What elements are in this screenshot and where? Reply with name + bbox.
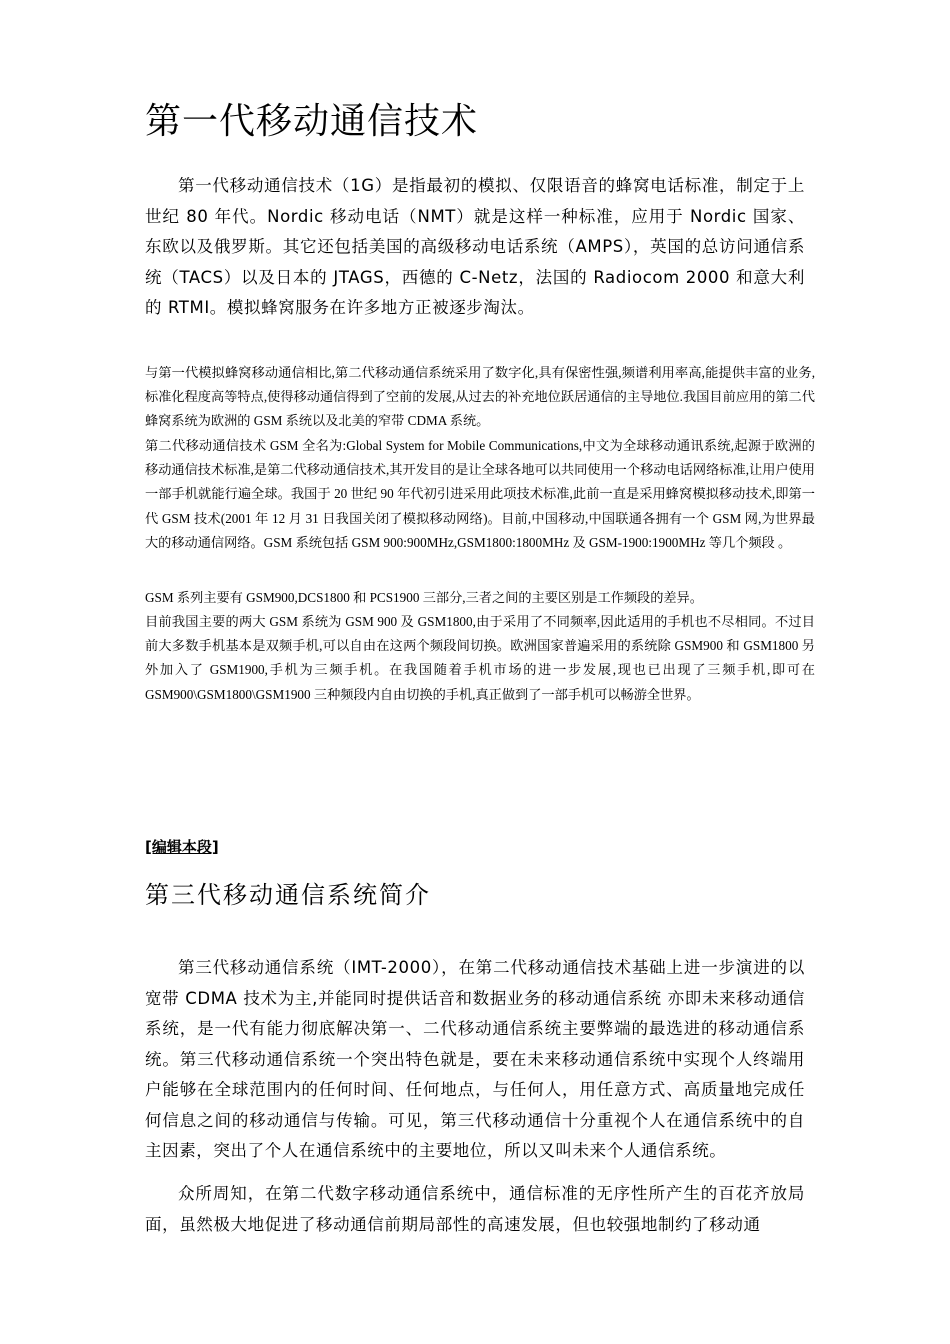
paragraph-2g-gsm: 第二代移动通信技术 GSM 全名为:Global System for Mobile Communications,中文为全球移动通讯系统,起源于欧洲的移动通信技术标准,是第二代移动通信技术,其开发目的是让全球各地可以共同使用一个移动电话网络标准,让用户使用一部手机就能行遍全球。我国于 20 世纪 90 年代初引进采用此项技术标准,此前一直是采用蜂窝模拟移动技术,即第一代 GSM 技术(2001 年 12 月 31 日我国关闭了模拟移动网络)。目前,中国移动,中国联通各拥有一个 GSM 网,为世界最大的移动通信网络。GSM 系统包括 GSM 900:900MHz,GSM1800:1800MHz 及 GSM-1900:1900MHz 等几个频段 。 bbox=[145, 438, 815, 550]
paragraph-2g-dualband: 目前我国主要的两大 GSM 系统为 GSM 900 及 GSM1800,由于采用了不同频率,因此适用的手机也不尽相同。不过目前大多数手机基本是双频手机,可以自由在这两个频段间切换。欧洲国家普遍采用的系统除 GSM900 和 GSM1800 另外加入了 GSM1900,手机为三频手机。在我国随着手机市场的进一步发展,现也已出现了三频手机,即可在 GSM900\GSM1800\GSM1900 三种频段内自由切换的手机,真正做到了一部手机可以畅游全世界。 bbox=[145, 614, 815, 702]
paragraph-3g-intro: 第三代移动通信系统（IMT-2000），在第二代移动通信技术基础上进一步演进的以宽带 CDMA 技术为主,并能同时提供话音和数据业务的移动通信系统 亦即未来移动通信系统，是一代有能力彻底解决第一、二代移动通信系统主要弊端的最选进的移动通信系统。第三代移动通信系统一个突出特色就是，要在未来移动通信系统中实现个人终端用户能够在全球范围内的任何时间、任何地点，与任何人，用任意方式、高质量地完成任何信息之间的移动通信与传输。可见，第三代移动通信十分重视个人在通信系统中的自主因素，突出了个人在通信系统中的主要地位，所以又叫未来个人通信系统。 bbox=[145, 958, 805, 1160]
paragraph-3g-standards: 众所周知，在第二代数字移动通信系统中，通信标准的无序性所产生的百花齐放局面，虽然极大地促进了移动通信前期局部性的高速发展，但也较强地制约了移动通 bbox=[145, 1184, 805, 1234]
paragraph-1g: 第一代移动通信技术（1G）是指最初的模拟、仅限语音的蜂窝电话标准，制定于上世纪 80 年代。Nordic 移动电话（NMT）就是这样一种标准，应用于 Nordic 国家、东欧以及俄罗斯。其它还包括美国的高级移动电话系统（AMPS），英国的总访问通信系统（TACS）以及日本的 JTAGS，西德的 C-Netz，法国的 Radiocom 2000 和意大利的 RTMI。模拟蜂窝服务在许多地方正被逐步淘汰。 bbox=[145, 176, 805, 317]
paragraph-2g-gsm-series: GSM 系列主要有 GSM900,DCS1800 和 PCS1900 三部分,三者之间的主要区别是工作频段的差异。 bbox=[145, 590, 703, 605]
edit-section-link[interactable]: [编辑本段] bbox=[145, 838, 219, 856]
paragraph-2g-intro: 与第一代模拟蜂窝移动通信相比,第二代移动通信系统采用了数字化,具有保密性强,频谱利用率高,能提供丰富的业务,标准化程度高等特点,使得移动通信得到了空前的发展,从过去的补充地位跃居通信的主导地位.我国目前应用的第二代蜂窝系统为欧洲的 GSM 系统以及北美的窄带 CDMA 系统。 bbox=[145, 365, 815, 429]
section-title-1g: 第一代移动通信技术 bbox=[145, 101, 479, 142]
section-title-3g: 第三代移动通信系统简介 bbox=[145, 881, 431, 909]
